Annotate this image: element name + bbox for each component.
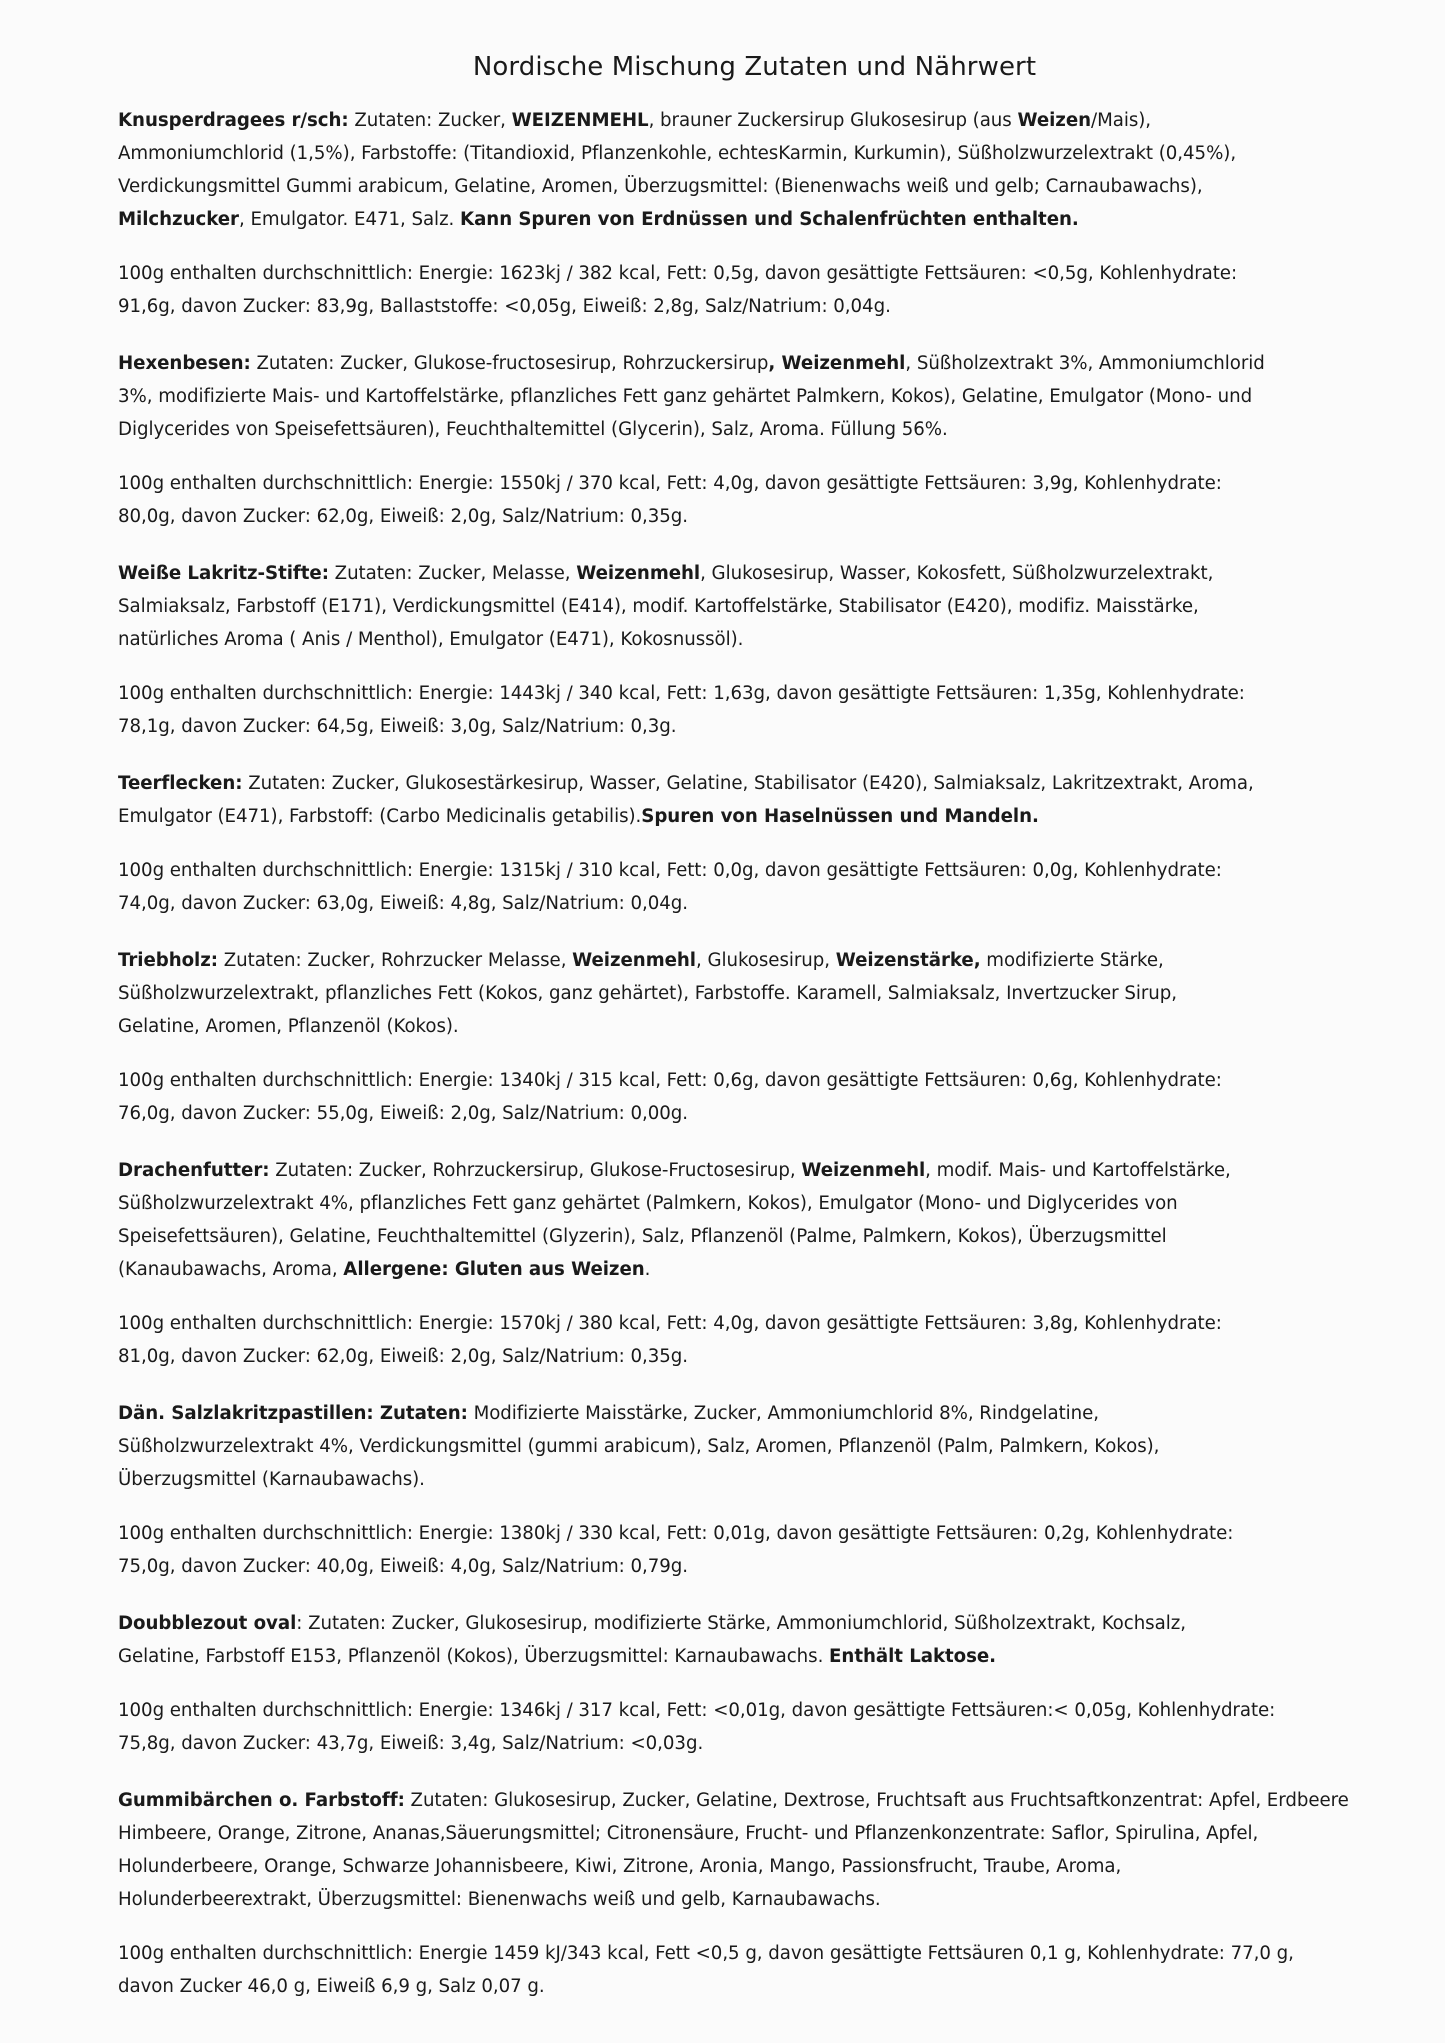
allergen-warning: Spuren von Haselnüssen und Mandeln. (641, 806, 1039, 827)
text-fragment: , Emulgator. E471, Salz. (238, 209, 461, 230)
ingredients-text (118, 767, 1365, 833)
allergen-text: WEIZENMEHL (511, 110, 649, 131)
text-fragment: . (644, 1259, 651, 1280)
text-fragment: , modif. Mais- und Kartoffelstärke, (925, 1160, 1231, 1181)
product-section (118, 1784, 1365, 2003)
text-line: 100g enthalten durchschnittlich: Energie: 1346kj / 317 kcal, Fett: <0,01g, davon gesättigte Fettsäuren:< 0,05g, Kohlenhydrate: (118, 1700, 1276, 1721)
text-line: Süßholzwurzelextrakt, pflanzliches Fett (Kokos, ganz gehärtet), Farbstoffe. Karamell, Salmiaksalz, Invertzucker Sirup, (118, 983, 1177, 1004)
product-section (118, 1397, 1365, 1583)
product-name: Gummibärchen o. Farbstoff: (118, 1790, 405, 1811)
ingredients-text (118, 944, 1365, 1043)
text-fragment: modifizierte Stärke, (980, 950, 1164, 971)
text-line: 100g enthalten durchschnittlich: Energie: 1340kj / 315 kcal, Fett: 0,6g, davon gesättigte Fettsäuren: 0,6g, Kohlenhydrate: (118, 1070, 1222, 1091)
text-line: 100g enthalten durchschnittlich: Energie: 1380kj / 330 kcal, Fett: 0,01g, davon gesättigte Fettsäuren: 0,2g, Kohlenhydrate: (118, 1523, 1234, 1544)
text-line (118, 1397, 1365, 1430)
product-section (118, 557, 1365, 743)
product-name: Hexenbesen: (118, 353, 251, 374)
text-line: davon Zucker 46,0 g, Eiweiß 6,9 g, Salz 0,07 g. (118, 1976, 545, 1997)
text-line (118, 347, 1365, 380)
text-fragment: , brauner Zuckersirup Glukosesirup (aus (648, 110, 1018, 131)
text-fragment: Zutaten: Zucker, Rohrzuckersirup, Glukose-Fructosesirup, (269, 1160, 802, 1181)
nutrition-text (118, 1694, 1365, 1760)
page-title: Nordische Mischung Zutaten und Nährwert (472, 52, 1037, 82)
nutrition-text (118, 677, 1365, 743)
text-line: 100g enthalten durchschnittlich: Energie: 1315kj / 310 kcal, Fett: 0,0g, davon gesättigte Fettsäuren: 0,0g, Kohlenhydrate: (118, 860, 1222, 881)
text-line: 100g enthalten durchschnittlich: Energie: 1570kj / 380 kcal, Fett: 4,0g, davon gesättigte Fettsäuren: 3,8g, Kohlenhydrate: (118, 1313, 1222, 1334)
ingredients-text (118, 347, 1365, 446)
ingredients-text (118, 1784, 1365, 1916)
text-line: 3%, modifizierte Mais- und Kartoffelstärke, pflanzliches Fett ganz gehärtet Palmkern, Kokos), Gelatine, Emulgator (Mono- und (118, 386, 1253, 407)
allergen-text: Weizenmehl (801, 1160, 926, 1181)
text-line (118, 104, 1365, 137)
nutrition-text (118, 257, 1365, 323)
text-fragment: Zutaten: Zucker, Rohrzucker Melasse, (218, 950, 573, 971)
nutrition-text (118, 467, 1365, 533)
text-fragment: Zutaten: Zucker, Melasse, (328, 563, 577, 584)
text-fragment: Emulgator (E471), Farbstoff: (Carbo Medicinalis getabilis). (118, 806, 642, 827)
text-fragment: : Zutaten: Zucker, Glukosesirup, modifizierte Stärke, Ammoniumchlorid, Süßholzextrakt, Kochsalz, (296, 1613, 1186, 1634)
text-line (118, 1607, 1365, 1640)
product-name: Teerflecken: (118, 773, 243, 794)
text-fragment: , Glukosesirup, Wasser, Kokosfett, Süßholzwurzelextrakt, (700, 563, 1214, 584)
product-name: Weiße Lakritz-Stifte: (118, 563, 329, 584)
product-name: Triebholz: (118, 950, 219, 971)
text-line: 100g enthalten durchschnittlich: Energie 1459 kJ/343 kcal, Fett <0,5 g, davon gesättigte Fettsäuren 0,1 g, Kohlenhydrate: 77,0 g, (118, 1943, 1294, 1964)
allergen-warning: Enthält Laktose. (829, 1646, 997, 1667)
text-line: 75,0g, davon Zucker: 40,0g, Eiweiß: 4,0g, Salz/Natrium: 0,79g. (118, 1556, 688, 1577)
text-line: Speisefettsäuren), Gelatine, Feuchthaltemittel (Glyzerin), Salz, Pflanzenöl (Palme, Palmkern, Kokos), Überzugsmittel (118, 1226, 1167, 1247)
nutrition-text (118, 1064, 1365, 1130)
nutrition-text (118, 1307, 1365, 1373)
text-line: Überzugsmittel (Karnaubawachs). (118, 1469, 425, 1490)
text-line (118, 944, 1365, 977)
text-fragment: Zutaten: Zucker, Glukosestärkesirup, Wasser, Gelatine, Stabilisator (E420), Salmiaksalz, Lakritzextrakt, Aroma, (242, 773, 1254, 794)
nutrition-text (118, 854, 1365, 920)
product-section (118, 944, 1365, 1130)
allergen-text: Weizenstärke, (835, 950, 981, 971)
allergen-text: Weizenmehl (572, 950, 696, 971)
product-section (118, 347, 1365, 533)
text-fragment: Zutaten: Glukosesirup, Zucker, Gelatine, Dextrose, Fruchtsaft aus Fruchtsaftkonzentrat: Apfel, Erdbeere (404, 1790, 1349, 1811)
ingredients-text (118, 1397, 1365, 1496)
text-line: natürliches Aroma ( Anis / Menthol), Emulgator (E471), Kokosnussöl). (118, 629, 744, 650)
text-line: 75,8g, davon Zucker: 43,7g, Eiweiß: 3,4g, Salz/Natrium: <0,03g. (118, 1733, 704, 1754)
text-line: Verdickungsmittel Gummi arabicum, Gelatine, Aromen, Überzugsmittel: (Bienenwachs weiß und gelb; Carnaubawachs), (118, 176, 1203, 197)
text-line: Holunderbeere, Orange, Schwarze Johannisbeere, Kiwi, Zitrone, Aronia, Mango, Passionsfrucht, Traube, Aroma, (118, 1856, 1122, 1877)
allergen-text: Milchzucker (118, 209, 239, 230)
text-line (118, 800, 1365, 833)
text-line (118, 1784, 1365, 1817)
text-line (118, 1253, 1365, 1286)
ingredients-text (118, 557, 1365, 656)
text-line: 100g enthalten durchschnittlich: Energie: 1443kj / 340 kcal, Fett: 1,63g, davon gesättigte Fettsäuren: 1,35g, Kohlenhydrate: (118, 683, 1245, 704)
text-fragment: (Kanaubawachs, Aroma, (118, 1259, 344, 1280)
text-line: 100g enthalten durchschnittlich: Energie: 1550kj / 370 kcal, Fett: 4,0g, davon gesättigte Fettsäuren: 3,9g, Kohlenhydrate: (118, 473, 1222, 494)
text-line: Süßholzwurzelextrakt 4%, Verdickungsmittel (gummi arabicum), Salz, Aromen, Pflanzenöl (Palm, Palmkern, Kokos), (118, 1436, 1160, 1457)
text-line: 81,0g, davon Zucker: 62,0g, Eiweiß: 2,0g, Salz/Natrium: 0,35g. (118, 1346, 688, 1367)
product-section (118, 1607, 1365, 1760)
text-line (118, 767, 1365, 800)
text-line: 74,0g, davon Zucker: 63,0g, Eiweiß: 4,8g, Salz/Natrium: 0,04g. (118, 893, 688, 914)
text-line: Gelatine, Aromen, Pflanzenöl (Kokos). (118, 1016, 459, 1037)
nutrition-text (118, 1517, 1365, 1583)
text-line: 80,0g, davon Zucker: 62,0g, Eiweiß: 2,0g, Salz/Natrium: 0,35g. (118, 506, 688, 527)
text-line: Holunderbeerextrakt, Überzugsmittel: Bienenwachs weiß und gelb, Karnaubawachs. (118, 1889, 881, 1910)
text-line: Süßholzwurzelextrakt 4%, pflanzliches Fett ganz gehärtet (Palmkern, Kokos), Emulgator (Mono- und Diglycerides von (118, 1193, 1178, 1214)
allergen-text: Weizen (1017, 110, 1092, 131)
text-fragment: , Glukosesirup, (695, 950, 836, 971)
text-fragment: Zutaten: Zucker, Glukose-fructosesirup, Rohrzuckersirup (250, 353, 769, 374)
allergen-text: Weizenmehl (576, 563, 701, 584)
text-fragment: Modifizierte Maisstärke, Zucker, Ammoniumchlorid 8%, Rindgelatine, (467, 1403, 1100, 1424)
text-line: 91,6g, davon Zucker: 83,9g, Ballaststoffe: <0,05g, Eiweiß: 2,8g, Salz/Natrium: 0,04g. (118, 296, 891, 317)
text-line: Salmiaksalz, Farbstoff (E171), Verdickungsmittel (E414), modif. Kartoffelstärke, Stabilisator (E420), modifiz. Maisstärke, (118, 596, 1199, 617)
text-fragment: , Süßholzextrakt 3%, Ammoniumchlorid (905, 353, 1265, 374)
text-fragment: Zutaten: Zucker, (348, 110, 512, 131)
allergen-warning: Allergene: Gluten aus Weizen (343, 1259, 645, 1280)
text-fragment: Gelatine, Farbstoff E153, Pflanzenöl (Kokos), Überzugsmittel: Karnaubawachs. (118, 1646, 830, 1667)
nutrition-text (118, 1937, 1365, 2003)
product-name: Dän. Salzlakritzpastillen: Zutaten: (118, 1403, 468, 1424)
text-line (118, 1640, 1365, 1673)
text-line: 76,0g, davon Zucker: 55,0g, Eiweiß: 2,0g, Salz/Natrium: 0,00g. (118, 1103, 688, 1124)
ingredients-text (118, 1607, 1365, 1673)
product-name: Knusperdragees r/sch: (118, 110, 349, 131)
text-line: Himbeere, Orange, Zitrone, Ananas,Säuerungsmittel; Citronensäure, Frucht- und Pflanzenkonzentrate: Saflor, Spirulina, Apfel, (118, 1823, 1259, 1844)
product-name: Doubblezout oval (118, 1613, 297, 1634)
text-line: Diglycerides von Speisefettsäuren), Feuchthaltemittel (Glycerin), Salz, Aroma. Füllung 56%. (118, 419, 948, 440)
ingredients-text (118, 1154, 1365, 1286)
text-line: 100g enthalten durchschnittlich: Energie: 1623kj / 382 kcal, Fett: 0,5g, davon gesättigte Fettsäuren: <0,5g, Kohlenhydrate: (118, 263, 1238, 284)
text-line: 78,1g, davon Zucker: 64,5g, Eiweiß: 3,0g, Salz/Natrium: 0,3g. (118, 716, 677, 737)
text-line: Ammoniumchlorid (1,5%), Farbstoffe: (Titandioxid, Pflanzenkohle, echtesKarmin, Kurkumin), Süßholzwurzelextrakt (0,45%), (118, 143, 1237, 164)
product-name: Drachenfutter: (118, 1160, 270, 1181)
text-line (118, 203, 1365, 236)
text-line (118, 557, 1365, 590)
allergen-text: , Weizenmehl (768, 353, 906, 374)
text-fragment: /Mais), (1091, 110, 1152, 131)
product-section (118, 767, 1365, 920)
allergen-warning: Kann Spuren von Erdnüssen und Schalenfrüchten enthalten. (460, 209, 1079, 230)
ingredients-text (118, 104, 1365, 236)
text-line (118, 1154, 1365, 1187)
product-section (118, 104, 1365, 323)
product-section (118, 1154, 1365, 1373)
